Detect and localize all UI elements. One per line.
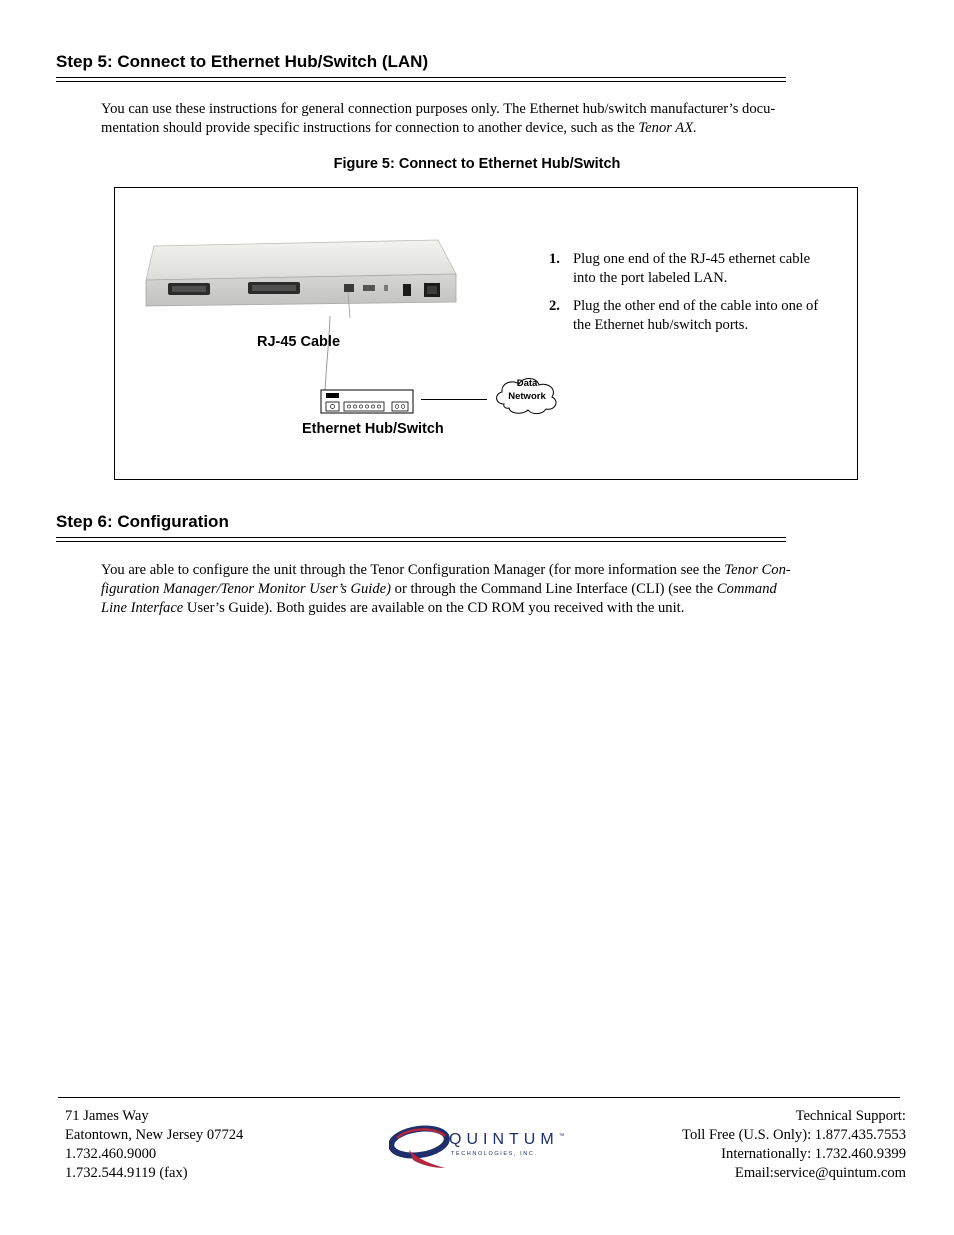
- logo-wordmark: QUINTUM: [449, 1131, 559, 1148]
- connection-step-1: [549, 250, 839, 288]
- footer-phone: 1.732.460.9000: [65, 1146, 157, 1162]
- step-number: 1.: [549, 251, 560, 267]
- step6-heading-rule: [56, 537, 786, 542]
- quintum-logo-subtext: TECHNOLOGIES, INC.: [451, 1151, 538, 1157]
- step6-italic-4: Line Interface: [101, 600, 184, 616]
- rj45-cable-label: RJ-45 Cable: [257, 334, 341, 350]
- step6-italic-1: Tenor Con-: [724, 562, 791, 578]
- step-number: 2.: [549, 298, 560, 314]
- footer-address-line: Eatontown, New Jersey 07724: [65, 1127, 244, 1143]
- rj45-cable-line: [320, 316, 340, 392]
- tenor-ax-emphasis: Tenor AX.: [638, 120, 697, 136]
- footer-address: [65, 1107, 243, 1183]
- connection-steps-list: [549, 250, 839, 344]
- step6-paragraph: [101, 561, 836, 618]
- hub-to-network-line: [421, 399, 487, 400]
- step5-paragraph-line2: mentation should provide specific instructions for connection to another device, such as the: [101, 120, 639, 136]
- ethernet-hub-icon: [320, 389, 415, 415]
- step6-italic-2: figuration Manager/Tenor Monitor User’s Guide): [101, 581, 391, 597]
- footer-support-title: Technical Support:: [795, 1108, 906, 1124]
- step5-heading-rule: [56, 77, 786, 82]
- step5-paragraph: [101, 100, 836, 138]
- figure-box: [114, 187, 858, 480]
- step-text-line1: Plug the other end of the cable into one of: [573, 298, 819, 314]
- data-network-label-line1: Data: [516, 378, 538, 389]
- step6-text-3: User’s Guide). Both guides are available on the CD ROM you received with the unit.: [183, 600, 685, 616]
- footer-rule: [58, 1097, 900, 1098]
- ethernet-hub-label: Ethernet Hub/Switch: [302, 421, 444, 437]
- footer-international: Internationally: 1.732.460.9399: [721, 1146, 906, 1162]
- step5-heading: Step 5: Connect to Ethernet Hub/Switch (LAN): [56, 52, 429, 71]
- step-text-line1: Plug one end of the RJ-45 ethernet cable: [573, 251, 811, 267]
- footer-toll-free: Toll Free (U.S. Only): 1.877.435.7553: [682, 1127, 906, 1143]
- data-network-label-line2: Network: [508, 391, 546, 402]
- step6-text-2: or through the Command Line Interface (CLI) (see the: [391, 581, 717, 597]
- step6-text-1: You are able to configure the unit through the Tenor Configuration Manager (for more information see the: [101, 562, 725, 578]
- step5-paragraph-line1: You can use these instructions for general connection purposes only. The Ethernet hub/switch manufacturer’s docu-: [101, 101, 776, 117]
- logo-trademark: ™: [558, 1133, 565, 1140]
- step6-heading: Step 6: Configuration: [56, 512, 229, 531]
- step-text-line2: the Ethernet hub/switch ports.: [573, 317, 749, 333]
- quintum-logo: [389, 1120, 565, 1172]
- footer-support: [682, 1107, 906, 1183]
- connection-step-2: [549, 297, 839, 335]
- footer-email: Email:service@quintum.com: [734, 1165, 906, 1181]
- data-network-label: [500, 377, 554, 403]
- quintum-logo-text: [449, 1131, 565, 1149]
- step-text-line2: into the port labeled LAN.: [573, 270, 728, 286]
- figure-caption: Figure 5: Connect to Ethernet Hub/Switch: [333, 156, 621, 172]
- step6-italic-3: Command: [716, 581, 777, 597]
- quintum-logo-mark-icon: [389, 1120, 453, 1172]
- footer-address-line: 71 James Way: [65, 1108, 149, 1124]
- footer-fax: 1.732.544.9119 (fax): [65, 1165, 188, 1181]
- tenor-unit-device-image: [136, 228, 462, 328]
